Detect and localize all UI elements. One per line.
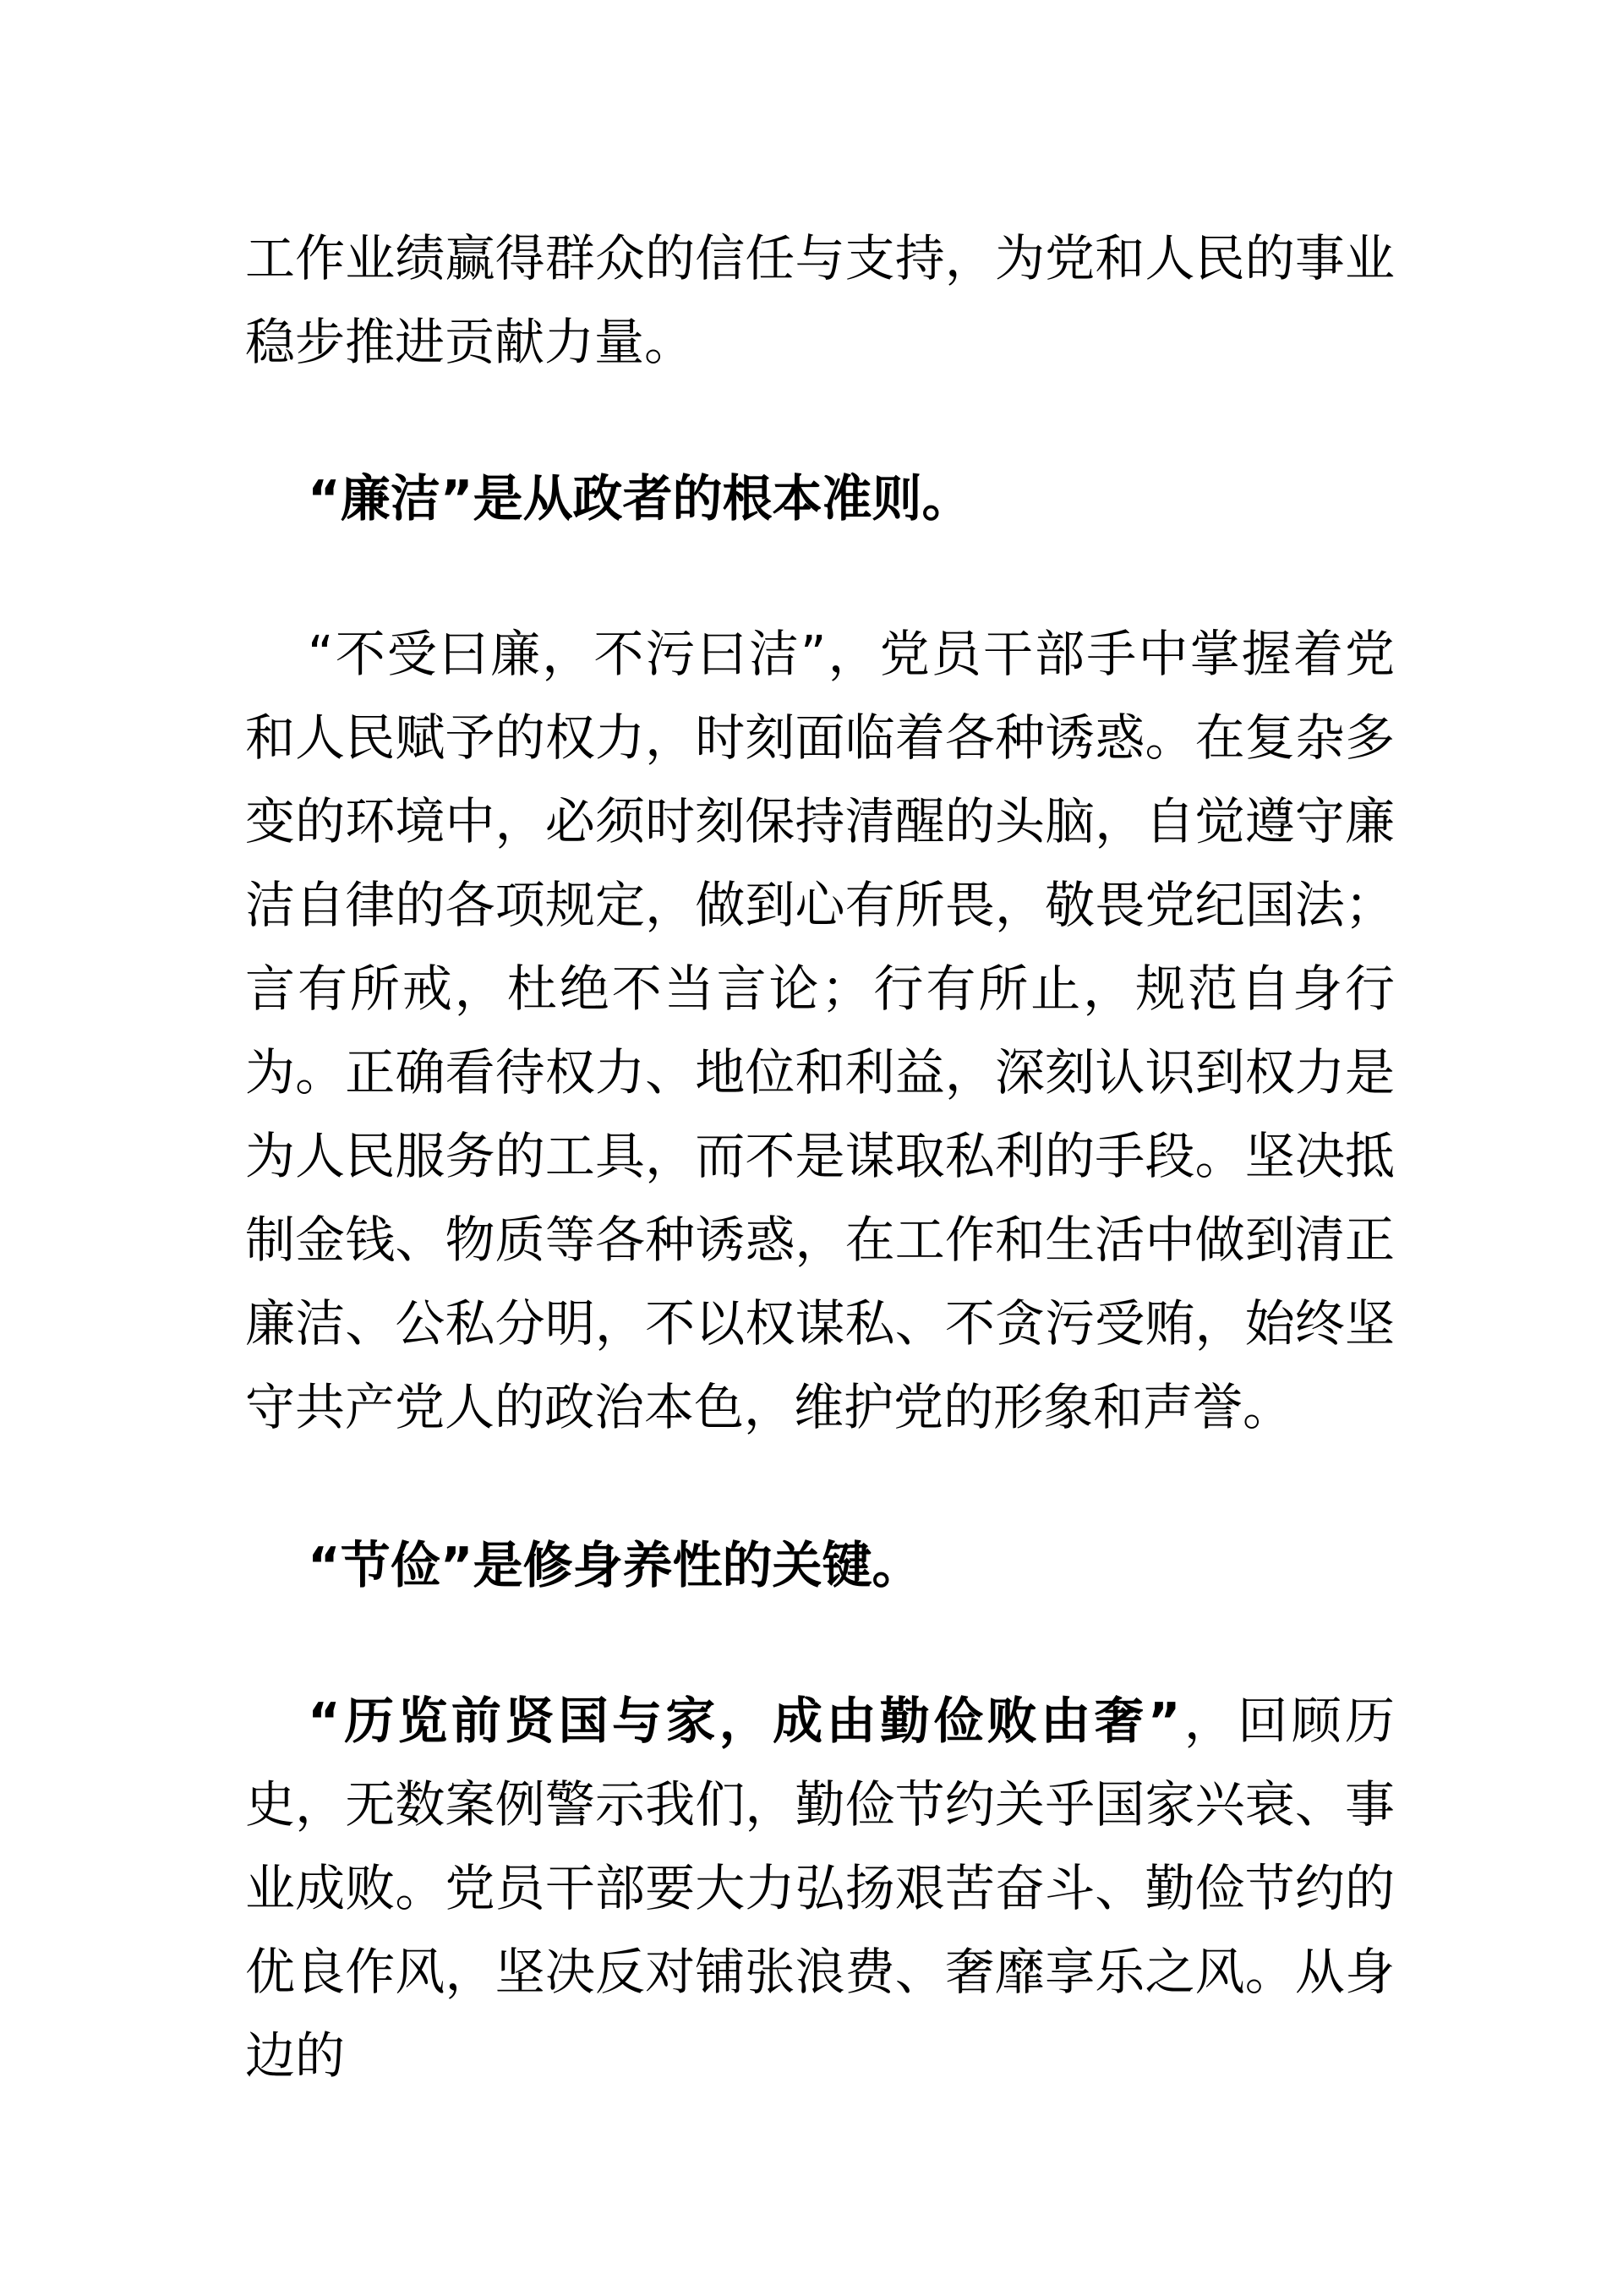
- paragraph-continuation: 工作业绩赢得群众的信任与支持，为党和人民的事业稳步推进贡献力量。: [245, 229, 1395, 371]
- paragraph-frugality-text: ，回顾历史，无数案例警示我们，勤俭节约关乎国家兴衰、事业成败。党员干部要大力弘扬艰苦奋斗、勤俭节约的优良作风，坚决反对铺张浪费、奢靡享乐之风。从身边的: [245, 1692, 1395, 2085]
- paragraph-frugality: [245, 1679, 1395, 2097]
- section-heading-integrity: “廉洁”是从政者的根本准则。: [308, 469, 972, 528]
- section-heading-frugality: “节俭”是修身养性的关键。: [308, 1536, 922, 1594]
- paragraph-integrity: “不受曰廉，不污曰洁”，党员干部手中掌握着党和人民赋予的权力，时刻面临着各种诱惑。在复杂多变的环境中，必须时刻保持清醒的头脑，自觉遵守廉洁自律的各项规定，做到心有所畏，敬畏党纪国法；言有所戒，杜绝不当言论；行有所止，规范自身行为。正确看待权力、地位和利益，深刻认识到权力是为人民服务的工具，而不是谋取私利的手段。坚决抵制金钱、物质等各种诱惑，在工作和生活中做到清正廉洁、公私分明，不以权谋私、不贪污受贿，始终坚守共产党人的政治本色，维护党的形象和声誉。: [245, 625, 1395, 1436]
- paragraph-frugality-bold-quote: “历览前贤国与家，成由勤俭败由奢”: [308, 1692, 1181, 1750]
